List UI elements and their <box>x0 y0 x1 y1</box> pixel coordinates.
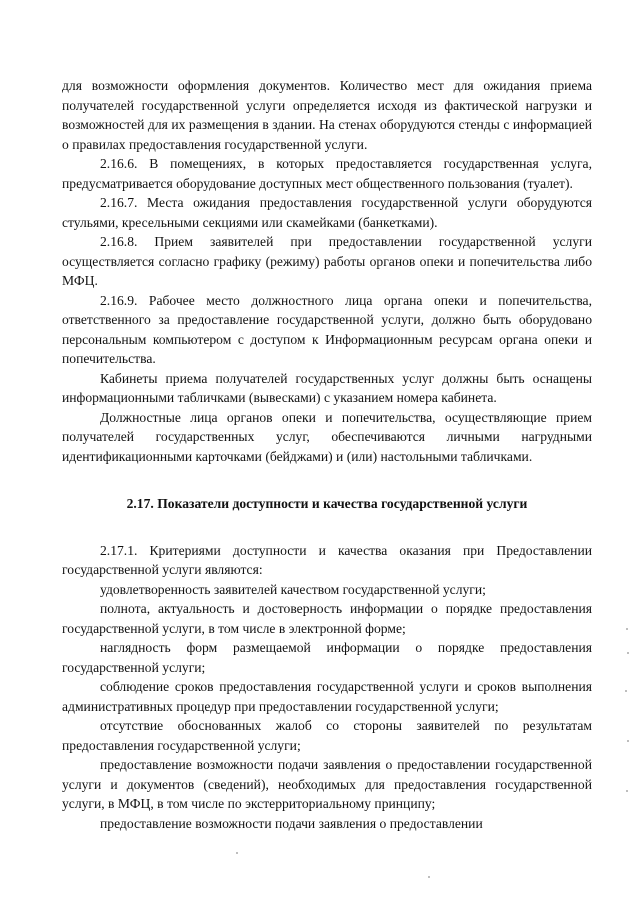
scan-speck <box>627 652 629 654</box>
paragraph: 2.16.6. В помещениях, в которых предоставляется государственная услуга, предусматривается оборудование доступных мест общественного пользования (туалет). <box>62 156 592 191</box>
paragraph: для возможности оформления документов. Количество мест для ожидания приема получателей государственной услуги определяется исходя из фактической нагрузки и возможностей для их размещения в здании. На стенах оборудуются стенды с информацией о правилах предоставления государственной услуги. <box>62 78 592 152</box>
list-item: предоставление возможности подачи заявления о предоставлении <box>100 815 483 831</box>
scan-speck <box>626 790 628 792</box>
scan-speck <box>627 740 629 742</box>
list-item: отсутствие обоснованных жалоб со стороны заявителей по результатам предоставления государственной услуги; <box>62 718 592 753</box>
document-body <box>62 76 592 833</box>
list-item: полнота, актуальность и достоверность информации о порядке предоставления государственной услуги, в том числе в электронной форме; <box>62 601 592 636</box>
paragraph: Должностные лица органов опеки и попечительства, осуществляющие прием получателей государственных услуг, обеспечиваются личными нагрудными идентификационными карточками (бейджами) и (или) настольными табличками. <box>62 409 592 464</box>
list-item: предоставление возможности подачи заявления о предоставлении государственной услуги и документов (сведений), необходимых для предоставления государственной услуги, в МФЦ, в том числе по экстерриториальному принципу; <box>62 757 592 811</box>
list-item: наглядность форм размещаемой информации о порядке предоставления государственной услуги; <box>62 640 592 675</box>
section-heading: 2.17. Показатели доступности и качества государственной услуги <box>126 496 528 511</box>
scan-speck <box>626 628 628 630</box>
scan-speck <box>428 876 430 878</box>
list-item: соблюдение сроков предоставления государственной услуги и сроков выполнения административных процедур при предоставлении государственной услуги; <box>62 679 592 714</box>
list-item: удовлетворенность заявителей качеством государственной услуги; <box>100 581 486 597</box>
paragraph: 2.16.8. Прием заявителей при предоставлении государственной услуги осуществляется согласно графику (режиму) работы органов опеки и попечительства либо МФЦ. <box>62 234 592 288</box>
paragraph: 2.17.1. Критериями доступности и качества оказания при Предоставлении государственной услуги являются: <box>62 542 592 577</box>
paragraph: Кабинеты приема получателей государственных услуг должны быть оснащены информационными табличками (вывесками) с указанием номера кабинета. <box>62 370 592 405</box>
scan-speck <box>236 852 238 854</box>
scan-speck <box>625 690 627 692</box>
paragraph: 2.16.7. Места ожидания предоставления государственной услуги оборудуются стульями, кресельными секциями или скамейками (банкетками). <box>62 195 592 230</box>
paragraph: 2.16.9. Рабочее место должностного лица органа опеки и попечительства, ответственного за предоставление государственной услуги, должно быть оборудовано персональным компьютером с доступом к Информационным ресурсам органа опеки и попечительства. <box>62 292 592 366</box>
